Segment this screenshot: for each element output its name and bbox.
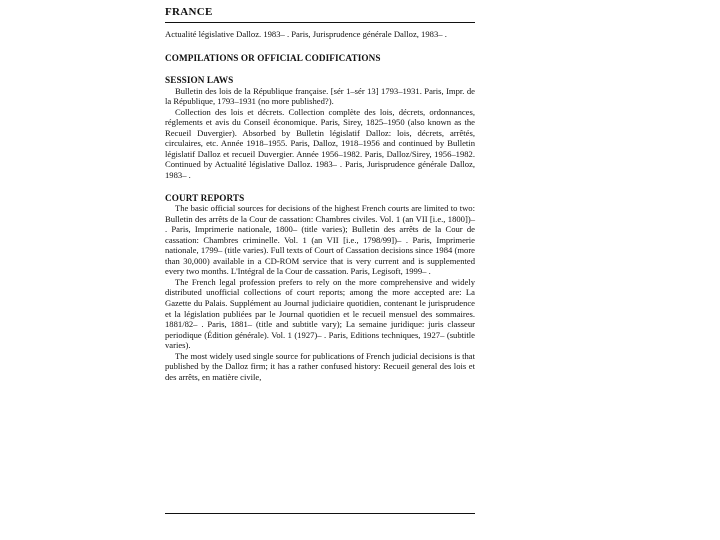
compilations-heading: COMPILATIONS OR OFFICIAL CODIFICATIONS — [165, 52, 381, 63]
top-rule — [165, 22, 475, 23]
page-content — [165, 29, 475, 382]
session-laws-heading: SESSION LAWS — [165, 75, 234, 86]
court-reports-heading: COURT REPORTS — [165, 192, 245, 203]
session-laws-entry-collection: Collection des lois et décrets. Collection complète des lois, décrets, ordonnances, réglements et avis du Conseil économique. Paris, Sirey, 1825–1950 (also known as the Recueil Duvergier). Absorbed by Bulletin législatif Dalloz: lois, décrets, arrêtés, circulaires, etc. Année 1918–1955. Paris, Dalloz, 1918–1956 and continued by Bulletin législatif Dalloz et recueil Duvergier. Année 1956–1982. Paris, Dalloz/Sirey, 1956–1982. Continued by Actualité législative Dalloz. 1983– . Paris, Jurisprudence générale Dalloz, 1983– . — [165, 106, 475, 181]
intro-citation: Actualité législative Dalloz. 1983– . Paris, Jurisprudence générale Dalloz, 1983– . — [165, 29, 447, 39]
court-reports-paragraph-dalloz: The most widely used single source for publications of French judicial decisions is that published by the Dalloz firm; it has a rather confused history: Recueil general des lois et des arrêts, en matière civile, — [165, 350, 475, 382]
court-reports-paragraph-unofficial: The French legal profession prefers to rely on the more comprehensive and widely distributed unofficial collections of court reports; among the more accepted are: La Gazette du Palais. Supplément au Journal judiciaire quotidien, contenant le jurisprudence et la législation publiées par le Journal quotidien et le recueil mensuel des sommaires. 1881/82– . Paris, 1881– (title and subtitle vary); La semaine juridique: juris classeur periodique (Édition générale). Vol. 1 (1927)– . Paris, Editions techniques, 1927– (subtitle varies). — [165, 276, 475, 351]
court-reports-paragraph-official: The basic official sources for decisions of the highest French courts are limited to two: Bulletin des arrêts de la Cour de cassation: Chambres civiles. Vol. 1 (an VII [i.e., 1800])– . Paris, Imprimerie nationale, 1800– (title varies); Bulletin des arrêts de la Cour de cassation: Chambres criminelle. Vol. 1 (an VII [i.e., 1798/99])– . Paris, Imprimerie nationale, 1799– (title varies). Full texts of Court of Cassation decisions since 1984 (more than 30,000) available in a CD-ROM service that is very current and is supplemented every two months. L'Intégral de la Cour de cassation. Paris, Legisoft, 1999– . — [165, 203, 475, 277]
bottom-rule — [165, 513, 475, 514]
document-page — [165, 0, 475, 540]
running-head: FRANCE — [165, 6, 213, 18]
session-laws-entry-bulletin: Bulletin des lois de la République française. [sér 1–sér 13] 1793–1931. Paris, Impr. de la République, 1793–1931 (no more published?). — [165, 85, 475, 107]
